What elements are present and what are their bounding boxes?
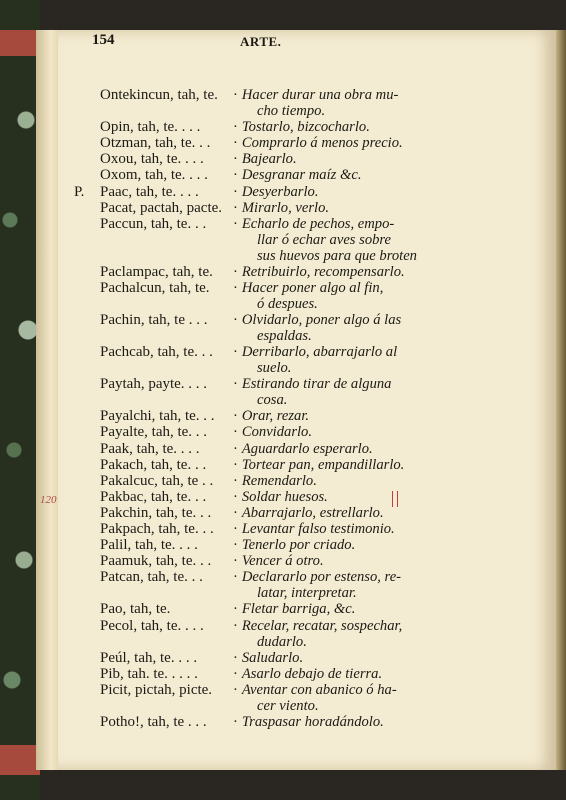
leader-dot: · bbox=[233, 440, 238, 457]
entry-term: Pecol, tah, te. . . . bbox=[100, 617, 204, 634]
dictionary-entry bbox=[0, 649, 498, 666]
entry-term: Paytah, payte. . . . bbox=[100, 376, 208, 393]
gloss-text: suelo. bbox=[257, 360, 292, 377]
gloss-line bbox=[233, 537, 445, 553]
dictionary-entry bbox=[0, 199, 498, 216]
gloss-line bbox=[233, 473, 445, 489]
gloss-line bbox=[233, 344, 445, 360]
gloss-text: ó despues. bbox=[257, 295, 318, 312]
gloss-line bbox=[233, 601, 445, 617]
leader-dot: · bbox=[233, 151, 238, 168]
gloss-text: Retribuirlo, recompensarlo. bbox=[241, 263, 405, 280]
leader-dot: · bbox=[233, 537, 238, 554]
gloss-text: Echarlo de pechos, empo- bbox=[241, 215, 395, 232]
dictionary-entry bbox=[0, 472, 498, 489]
dictionary-entry bbox=[0, 617, 498, 650]
dictionary-entry bbox=[0, 183, 498, 200]
entry-gloss bbox=[233, 344, 445, 377]
leader-dot: · bbox=[233, 488, 238, 505]
entry-gloss bbox=[233, 601, 445, 618]
gloss-line bbox=[233, 167, 445, 183]
gloss-text: llar ó echar aves sobre bbox=[257, 231, 392, 248]
running-header: ARTE. bbox=[240, 34, 282, 49]
gloss-text: Aguardarlo esperarlo. bbox=[241, 440, 373, 457]
gloss-text: Hacer durar una obra mu- bbox=[241, 87, 399, 103]
dictionary-entry bbox=[0, 279, 498, 312]
entry-term: Oxou, tah, te. . . . bbox=[100, 151, 204, 168]
gloss-text: Saludarlo. bbox=[241, 649, 304, 666]
entry-gloss bbox=[233, 424, 445, 441]
dictionary-entry bbox=[0, 424, 498, 441]
gloss-line bbox=[233, 216, 445, 232]
leader-dot: · bbox=[233, 263, 238, 280]
entry-term: Pakach, tah, te. . . bbox=[100, 456, 207, 473]
entry-term: Pachalcun, tah, te. bbox=[100, 279, 210, 296]
gloss-line bbox=[233, 184, 445, 200]
entry-term: Paak, tah, te. . . . bbox=[100, 440, 200, 457]
entry-gloss bbox=[233, 472, 445, 489]
gloss-line bbox=[233, 666, 445, 682]
dictionary-entry bbox=[0, 553, 498, 570]
gloss-line bbox=[243, 698, 445, 714]
dictionary-entry bbox=[0, 440, 498, 457]
gloss-text: Recelar, recatar, sospechar, bbox=[241, 617, 403, 634]
gloss-line bbox=[243, 103, 445, 119]
gloss-line bbox=[243, 585, 445, 601]
leader-dot: · bbox=[233, 521, 238, 537]
entry-gloss bbox=[233, 215, 445, 264]
dictionary-entry bbox=[0, 151, 498, 168]
gloss-line bbox=[233, 618, 445, 634]
gloss-line bbox=[233, 569, 445, 585]
entry-gloss bbox=[233, 87, 445, 119]
leader-dot: · bbox=[233, 119, 238, 136]
entry-term: Pachin, tah, te . . . bbox=[100, 312, 208, 328]
dictionary-entry bbox=[0, 344, 498, 377]
dictionary-entry bbox=[0, 665, 498, 682]
gloss-text: Vencer á otro. bbox=[241, 553, 324, 570]
entry-gloss bbox=[233, 135, 445, 152]
gloss-text: Mirarlo, verlo. bbox=[241, 199, 330, 216]
entry-gloss bbox=[233, 119, 445, 136]
dictionary-entry bbox=[0, 167, 498, 184]
entry-term: Pakalcuc, tah, te . . bbox=[100, 472, 214, 489]
gloss-line bbox=[233, 457, 445, 473]
leader-dot: · bbox=[233, 312, 238, 328]
gloss-text: latar, interpretar. bbox=[257, 585, 357, 602]
gloss-text: Convidarlo. bbox=[241, 424, 313, 441]
entry-term: Otzman, tah, te. . . bbox=[100, 135, 211, 152]
entry-term: Pao, tah, te. bbox=[100, 601, 171, 618]
entry-gloss bbox=[233, 649, 445, 666]
entry-term: Pakpach, tah, te. . . bbox=[100, 521, 214, 537]
gloss-text: Derribarlo, abarrajarlo al bbox=[241, 344, 398, 361]
gloss-line bbox=[233, 682, 445, 698]
leader-dot: · bbox=[233, 183, 238, 200]
dictionary-entry bbox=[0, 87, 498, 119]
gloss-text: Aventar con abanico ó ha- bbox=[241, 681, 397, 698]
entry-term: Ontekincun, tah, te. bbox=[100, 87, 218, 103]
gloss-text: Tostarlo, bizcocharlo. bbox=[241, 119, 370, 136]
dictionary-entry bbox=[0, 408, 498, 425]
leader-dot: · bbox=[233, 408, 238, 425]
leader-dot: · bbox=[233, 424, 238, 441]
entry-term: Picit, pictah, picte. bbox=[100, 681, 213, 698]
entry-term: Payalchi, tah, te. . . bbox=[100, 408, 215, 425]
gloss-text: Declararlo por estenso, re- bbox=[241, 569, 402, 586]
gloss-text: cosa. bbox=[257, 392, 288, 409]
entry-gloss bbox=[233, 167, 445, 184]
leader-dot: · bbox=[233, 87, 238, 103]
gloss-text: cer viento. bbox=[257, 697, 319, 714]
gloss-text: Desgranar maíz &c. bbox=[241, 167, 362, 184]
gloss-line bbox=[243, 232, 445, 248]
binding-corner-bottom bbox=[0, 745, 40, 775]
leader-dot: · bbox=[233, 681, 238, 698]
gloss-line bbox=[233, 650, 445, 666]
entry-term: Peúl, tah, te. . . . bbox=[100, 649, 198, 666]
entry-term: Oxom, tah, te. . . . bbox=[100, 167, 208, 184]
gloss-line bbox=[233, 521, 445, 537]
leader-dot: · bbox=[233, 456, 238, 473]
entry-term: Pakchin, tah, te. . . bbox=[100, 504, 212, 521]
gloss-line bbox=[243, 296, 445, 312]
entry-term: Potho!, tah, te . . . bbox=[100, 713, 207, 730]
dictionary-entry bbox=[0, 601, 498, 618]
gloss-text: Fletar barriga, &c. bbox=[241, 601, 356, 618]
gloss-line bbox=[243, 328, 445, 344]
entry-gloss bbox=[233, 279, 445, 312]
entry-term: Opin, tah, te. . . . bbox=[100, 119, 201, 136]
entry-term: Pakbac, tah, te. . . bbox=[100, 488, 207, 505]
entry-gloss bbox=[233, 183, 445, 200]
gloss-text: Abarrajarlo, estrellarlo. bbox=[241, 504, 384, 521]
entry-gloss bbox=[233, 537, 445, 554]
gloss-text: espaldas. bbox=[257, 328, 312, 344]
gloss-text: Estirando tirar de alguna bbox=[241, 376, 392, 393]
dictionary-entry bbox=[0, 376, 498, 409]
gloss-text: Hacer poner algo al fin, bbox=[241, 279, 384, 296]
dictionary-entry bbox=[0, 681, 498, 714]
entry-gloss bbox=[233, 504, 445, 521]
entry-gloss bbox=[233, 681, 445, 714]
gloss-line bbox=[233, 441, 445, 457]
dictionary-entry bbox=[0, 569, 498, 602]
gloss-line bbox=[233, 264, 445, 280]
entry-term: Payalte, tah, te. . . bbox=[100, 424, 208, 441]
gloss-text: Bajearlo. bbox=[241, 151, 297, 168]
entry-gloss bbox=[233, 456, 445, 473]
dictionary-entry bbox=[0, 263, 498, 280]
gloss-line bbox=[243, 634, 445, 650]
dictionary-entry bbox=[0, 312, 498, 344]
gloss-text: Traspasar horadándolo. bbox=[241, 713, 384, 730]
dictionary-entry bbox=[0, 215, 498, 264]
entry-gloss bbox=[233, 553, 445, 570]
entry-gloss bbox=[233, 521, 445, 537]
leader-dot: · bbox=[233, 553, 238, 570]
entry-term: Paccun, tah, te. . . bbox=[100, 215, 207, 232]
leader-dot: · bbox=[233, 279, 238, 296]
dictionary-entry bbox=[0, 119, 498, 136]
leader-dot: · bbox=[233, 135, 238, 152]
gloss-line bbox=[233, 135, 445, 151]
gloss-line bbox=[233, 119, 445, 135]
gloss-text: cho tiempo. bbox=[257, 103, 326, 119]
leader-dot: · bbox=[233, 167, 238, 184]
gloss-line bbox=[233, 280, 445, 296]
leader-dot: · bbox=[233, 504, 238, 521]
entry-gloss bbox=[233, 263, 445, 280]
entry-gloss bbox=[233, 376, 445, 409]
gloss-text: Tenerlo por criado. bbox=[241, 537, 356, 554]
entry-gloss bbox=[233, 312, 445, 344]
entry-gloss bbox=[233, 713, 445, 730]
entry-gloss bbox=[233, 569, 445, 602]
gloss-line bbox=[233, 408, 445, 424]
leader-dot: · bbox=[233, 344, 238, 361]
dictionary-entry bbox=[0, 713, 498, 730]
gloss-text: dudarlo. bbox=[257, 633, 307, 650]
gloss-line bbox=[233, 200, 445, 216]
page-number: 154 bbox=[92, 32, 115, 48]
entry-term: Paamuk, tah, te. . . bbox=[100, 553, 212, 570]
leader-dot: · bbox=[233, 617, 238, 634]
gloss-line bbox=[233, 87, 445, 103]
gloss-line bbox=[233, 714, 445, 730]
entry-term: Pib, tah. te. . . . . bbox=[100, 665, 198, 682]
entry-gloss bbox=[233, 488, 445, 505]
gloss-line bbox=[243, 360, 445, 376]
gloss-line bbox=[233, 424, 445, 440]
gloss-line bbox=[233, 151, 445, 167]
entry-gloss bbox=[233, 617, 445, 650]
dictionary-entry bbox=[0, 504, 498, 521]
leader-dot: · bbox=[233, 215, 238, 232]
gloss-line bbox=[233, 553, 445, 569]
entry-term: Pachcab, tah, te. . . bbox=[100, 344, 213, 361]
margin-annotation: 120 bbox=[40, 494, 57, 506]
leader-dot: · bbox=[233, 713, 238, 730]
gloss-text: Remendarlo. bbox=[241, 472, 317, 489]
entry-term: Pacat, pactah, pacte. bbox=[100, 199, 223, 216]
entry-term: Patcan, tah, te. . . bbox=[100, 569, 203, 586]
leader-dot: · bbox=[233, 376, 238, 393]
gloss-text: Soldar huesos. bbox=[241, 488, 328, 505]
gloss-text: sus huevos para que broten bbox=[257, 247, 417, 264]
entry-term: Paac, tah, te. . . . bbox=[100, 183, 199, 200]
entry-gloss bbox=[233, 151, 445, 168]
gloss-line bbox=[233, 312, 445, 328]
leader-dot: · bbox=[233, 649, 238, 666]
gloss-text: Desyerbarlo. bbox=[241, 183, 319, 200]
gloss-text: Tortear pan, empandillarlo. bbox=[241, 456, 405, 473]
gloss-text: Comprarlo á menos precio. bbox=[241, 135, 403, 152]
gloss-line bbox=[243, 248, 445, 264]
leader-dot: · bbox=[233, 199, 238, 216]
gloss-line bbox=[233, 505, 445, 521]
entry-term: Palil, tah, te. . . . bbox=[100, 537, 198, 554]
gloss-text: Olvidarlo, poner algo á las bbox=[241, 312, 402, 328]
dictionary-entry bbox=[0, 537, 498, 554]
gloss-text: Orar, rezar. bbox=[241, 408, 310, 425]
entry-gloss bbox=[233, 440, 445, 457]
dictionary-entry bbox=[0, 521, 498, 537]
gloss-text: Levantar falso testimonio. bbox=[241, 521, 395, 537]
entry-gloss bbox=[233, 408, 445, 425]
gloss-text: Asarlo debajo de tierra. bbox=[241, 665, 383, 682]
gloss-line bbox=[233, 489, 445, 505]
section-letter: P. bbox=[74, 183, 85, 200]
entry-gloss bbox=[233, 665, 445, 682]
leader-dot: · bbox=[233, 472, 238, 489]
dictionary-entry bbox=[0, 456, 498, 473]
right-page-edge bbox=[556, 30, 566, 770]
gloss-line bbox=[243, 392, 445, 408]
dictionary-entry bbox=[0, 135, 498, 152]
entry-gloss bbox=[233, 199, 445, 216]
leader-dot: · bbox=[233, 601, 238, 618]
leader-dot: · bbox=[233, 569, 238, 586]
entry-term: Paclampac, tah, te. bbox=[100, 263, 213, 280]
gloss-line bbox=[233, 376, 445, 392]
leader-dot: · bbox=[233, 665, 238, 682]
